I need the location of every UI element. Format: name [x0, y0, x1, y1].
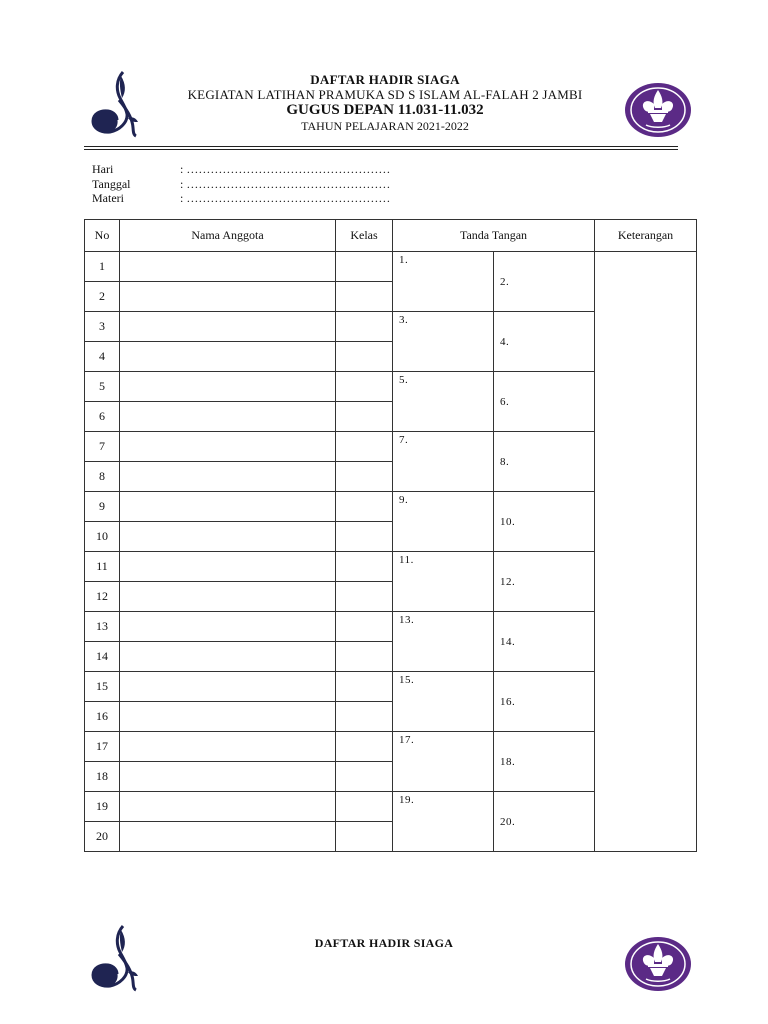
nama-cell[interactable]: [120, 432, 336, 462]
nama-cell[interactable]: [120, 552, 336, 582]
row-number: 8: [85, 462, 120, 492]
signature-cell-left[interactable]: [393, 252, 494, 312]
nama-cell[interactable]: [120, 522, 336, 552]
signature-number: 7.: [399, 434, 409, 446]
kelas-cell[interactable]: [336, 522, 393, 552]
hari-field[interactable]: [92, 162, 390, 177]
row-number: 3: [85, 312, 120, 342]
signature-cell-right[interactable]: [494, 672, 595, 732]
signature-number: 16.: [500, 695, 516, 708]
kelas-cell[interactable]: [336, 582, 393, 612]
activity-subtitle: KEGIATAN LATIHAN PRAMUKA SD S ISLAM AL-FALAH 2 JAMBI: [187, 87, 583, 102]
signature-number: 13.: [399, 614, 415, 626]
signature-number: 9.: [399, 494, 409, 506]
kelas-cell[interactable]: [336, 822, 393, 852]
document-title: DAFTAR HADIR SIAGA: [310, 72, 460, 87]
row-number: 12: [85, 582, 120, 612]
academic-year: TAHUN PELAJARAN 2021-2022: [301, 119, 469, 133]
header-divider-top: [84, 146, 678, 147]
kelas-cell[interactable]: [336, 312, 393, 342]
kelas-cell[interactable]: [336, 792, 393, 822]
row-number: 11: [85, 552, 120, 582]
kelas-cell[interactable]: [336, 372, 393, 402]
signature-number: 4.: [500, 335, 510, 348]
table-header-row: [85, 220, 697, 252]
world-scout-emblem-icon: [624, 936, 692, 992]
document-header: [140, 72, 630, 134]
nama-cell[interactable]: [120, 582, 336, 612]
signature-number: 20.: [500, 815, 516, 828]
nama-cell[interactable]: [120, 792, 336, 822]
nama-cell[interactable]: [120, 462, 336, 492]
row-number: 7: [85, 432, 120, 462]
nama-cell[interactable]: [120, 492, 336, 522]
row-number: 10: [85, 522, 120, 552]
kelas-cell[interactable]: [336, 342, 393, 372]
nama-cell[interactable]: [120, 762, 336, 792]
header-nama-anggota: Nama Anggota: [120, 220, 336, 252]
tanggal-dots: : ……………………………………………: [180, 176, 391, 191]
signature-number: 18.: [500, 755, 516, 768]
keterangan-cell[interactable]: [595, 252, 697, 852]
signature-number: 5.: [399, 374, 409, 386]
signature-cell-right[interactable]: [494, 552, 595, 612]
row-number: 19: [85, 792, 120, 822]
signature-cell-left[interactable]: [393, 372, 494, 432]
row-number: 16: [85, 702, 120, 732]
signature-cell-left[interactable]: [393, 792, 494, 852]
tanggal-field[interactable]: [92, 177, 390, 192]
row-number: 17: [85, 732, 120, 762]
signature-number: 8.: [500, 455, 510, 468]
row-number: 18: [85, 762, 120, 792]
signature-cell-left[interactable]: [393, 672, 494, 732]
signature-cell-left[interactable]: [393, 732, 494, 792]
kelas-cell[interactable]: [336, 432, 393, 462]
row-number: 14: [85, 642, 120, 672]
kelas-cell[interactable]: [336, 762, 393, 792]
attendance-table: [84, 219, 697, 852]
signature-number: 10.: [500, 515, 516, 528]
info-fields: [92, 162, 390, 206]
signature-number: 19.: [399, 794, 415, 806]
signature-cell-left[interactable]: [393, 432, 494, 492]
kelas-cell[interactable]: [336, 402, 393, 432]
hari-label: Hari: [92, 162, 114, 176]
signature-number: 11.: [399, 554, 414, 566]
nama-cell[interactable]: [120, 342, 336, 372]
nama-cell[interactable]: [120, 312, 336, 342]
header-keterangan: Keterangan: [595, 220, 697, 252]
materi-field[interactable]: [92, 191, 390, 206]
kelas-cell[interactable]: [336, 252, 393, 282]
row-number: 6: [85, 402, 120, 432]
row-number: 2: [85, 282, 120, 312]
nama-cell[interactable]: [120, 402, 336, 432]
signature-number: 14.: [500, 635, 516, 648]
kelas-cell[interactable]: [336, 552, 393, 582]
row-number: 1: [85, 252, 120, 282]
signature-cell-right[interactable]: [494, 612, 595, 672]
kelas-cell[interactable]: [336, 702, 393, 732]
signature-cell-left[interactable]: [393, 552, 494, 612]
materi-dots: : ……………………………………………: [180, 191, 391, 205]
signature-cell-right[interactable]: [494, 792, 595, 852]
nama-cell[interactable]: [120, 642, 336, 672]
nama-cell[interactable]: [120, 672, 336, 702]
tunas-kelapa-logo-icon: [90, 70, 142, 140]
next-page-title: DAFTAR HADIR SIAGA: [314, 936, 454, 950]
signature-cell-right[interactable]: [494, 252, 595, 312]
kelas-cell[interactable]: [336, 732, 393, 762]
signature-cell-right[interactable]: [494, 732, 595, 792]
world-scout-emblem-icon: [624, 82, 692, 138]
kelas-cell[interactable]: [336, 672, 393, 702]
nama-cell[interactable]: [120, 612, 336, 642]
nama-cell[interactable]: [120, 372, 336, 402]
kelas-cell[interactable]: [336, 282, 393, 312]
kelas-cell[interactable]: [336, 492, 393, 522]
materi-label: Materi: [92, 191, 124, 205]
signature-cell-left[interactable]: [393, 612, 494, 672]
header-divider-bottom: [84, 149, 678, 150]
signature-cell-left[interactable]: [393, 492, 494, 552]
kelas-cell[interactable]: [336, 612, 393, 642]
nama-cell[interactable]: [120, 252, 336, 282]
nama-cell[interactable]: [120, 282, 336, 312]
hari-dots: : ……………………………………………: [180, 162, 391, 176]
header-tanda-tangan: Tanda Tangan: [393, 220, 595, 252]
signature-number: 15.: [399, 674, 415, 686]
row-number: 9: [85, 492, 120, 522]
tunas-kelapa-logo-icon: [90, 924, 142, 994]
kelas-cell[interactable]: [336, 462, 393, 492]
signature-cell-right[interactable]: [494, 312, 595, 372]
signature-number: 1.: [399, 254, 409, 266]
row-number: 5: [85, 372, 120, 402]
signature-number: 6.: [500, 395, 510, 408]
gugus-depan-title: GUGUS DEPAN 11.031-11.032: [286, 102, 484, 118]
signature-cell-right[interactable]: [494, 432, 595, 492]
header-no: No: [85, 220, 120, 252]
nama-cell[interactable]: [120, 732, 336, 762]
signature-number: 3.: [399, 314, 409, 326]
signature-cell-right[interactable]: [494, 492, 595, 552]
signature-cell-left[interactable]: [393, 312, 494, 372]
header-kelas: Kelas: [336, 220, 393, 252]
row-number: 13: [85, 612, 120, 642]
row-number: 4: [85, 342, 120, 372]
row-number: 15: [85, 672, 120, 702]
nama-cell[interactable]: [120, 822, 336, 852]
signature-cell-right[interactable]: [494, 372, 595, 432]
nama-cell[interactable]: [120, 702, 336, 732]
table-row: [85, 252, 697, 282]
kelas-cell[interactable]: [336, 642, 393, 672]
tanggal-label: Tanggal: [92, 176, 131, 191]
signature-number: 12.: [500, 575, 516, 588]
row-number: 20: [85, 822, 120, 852]
signature-number: 2.: [500, 275, 510, 288]
signature-number: 17.: [399, 734, 415, 746]
